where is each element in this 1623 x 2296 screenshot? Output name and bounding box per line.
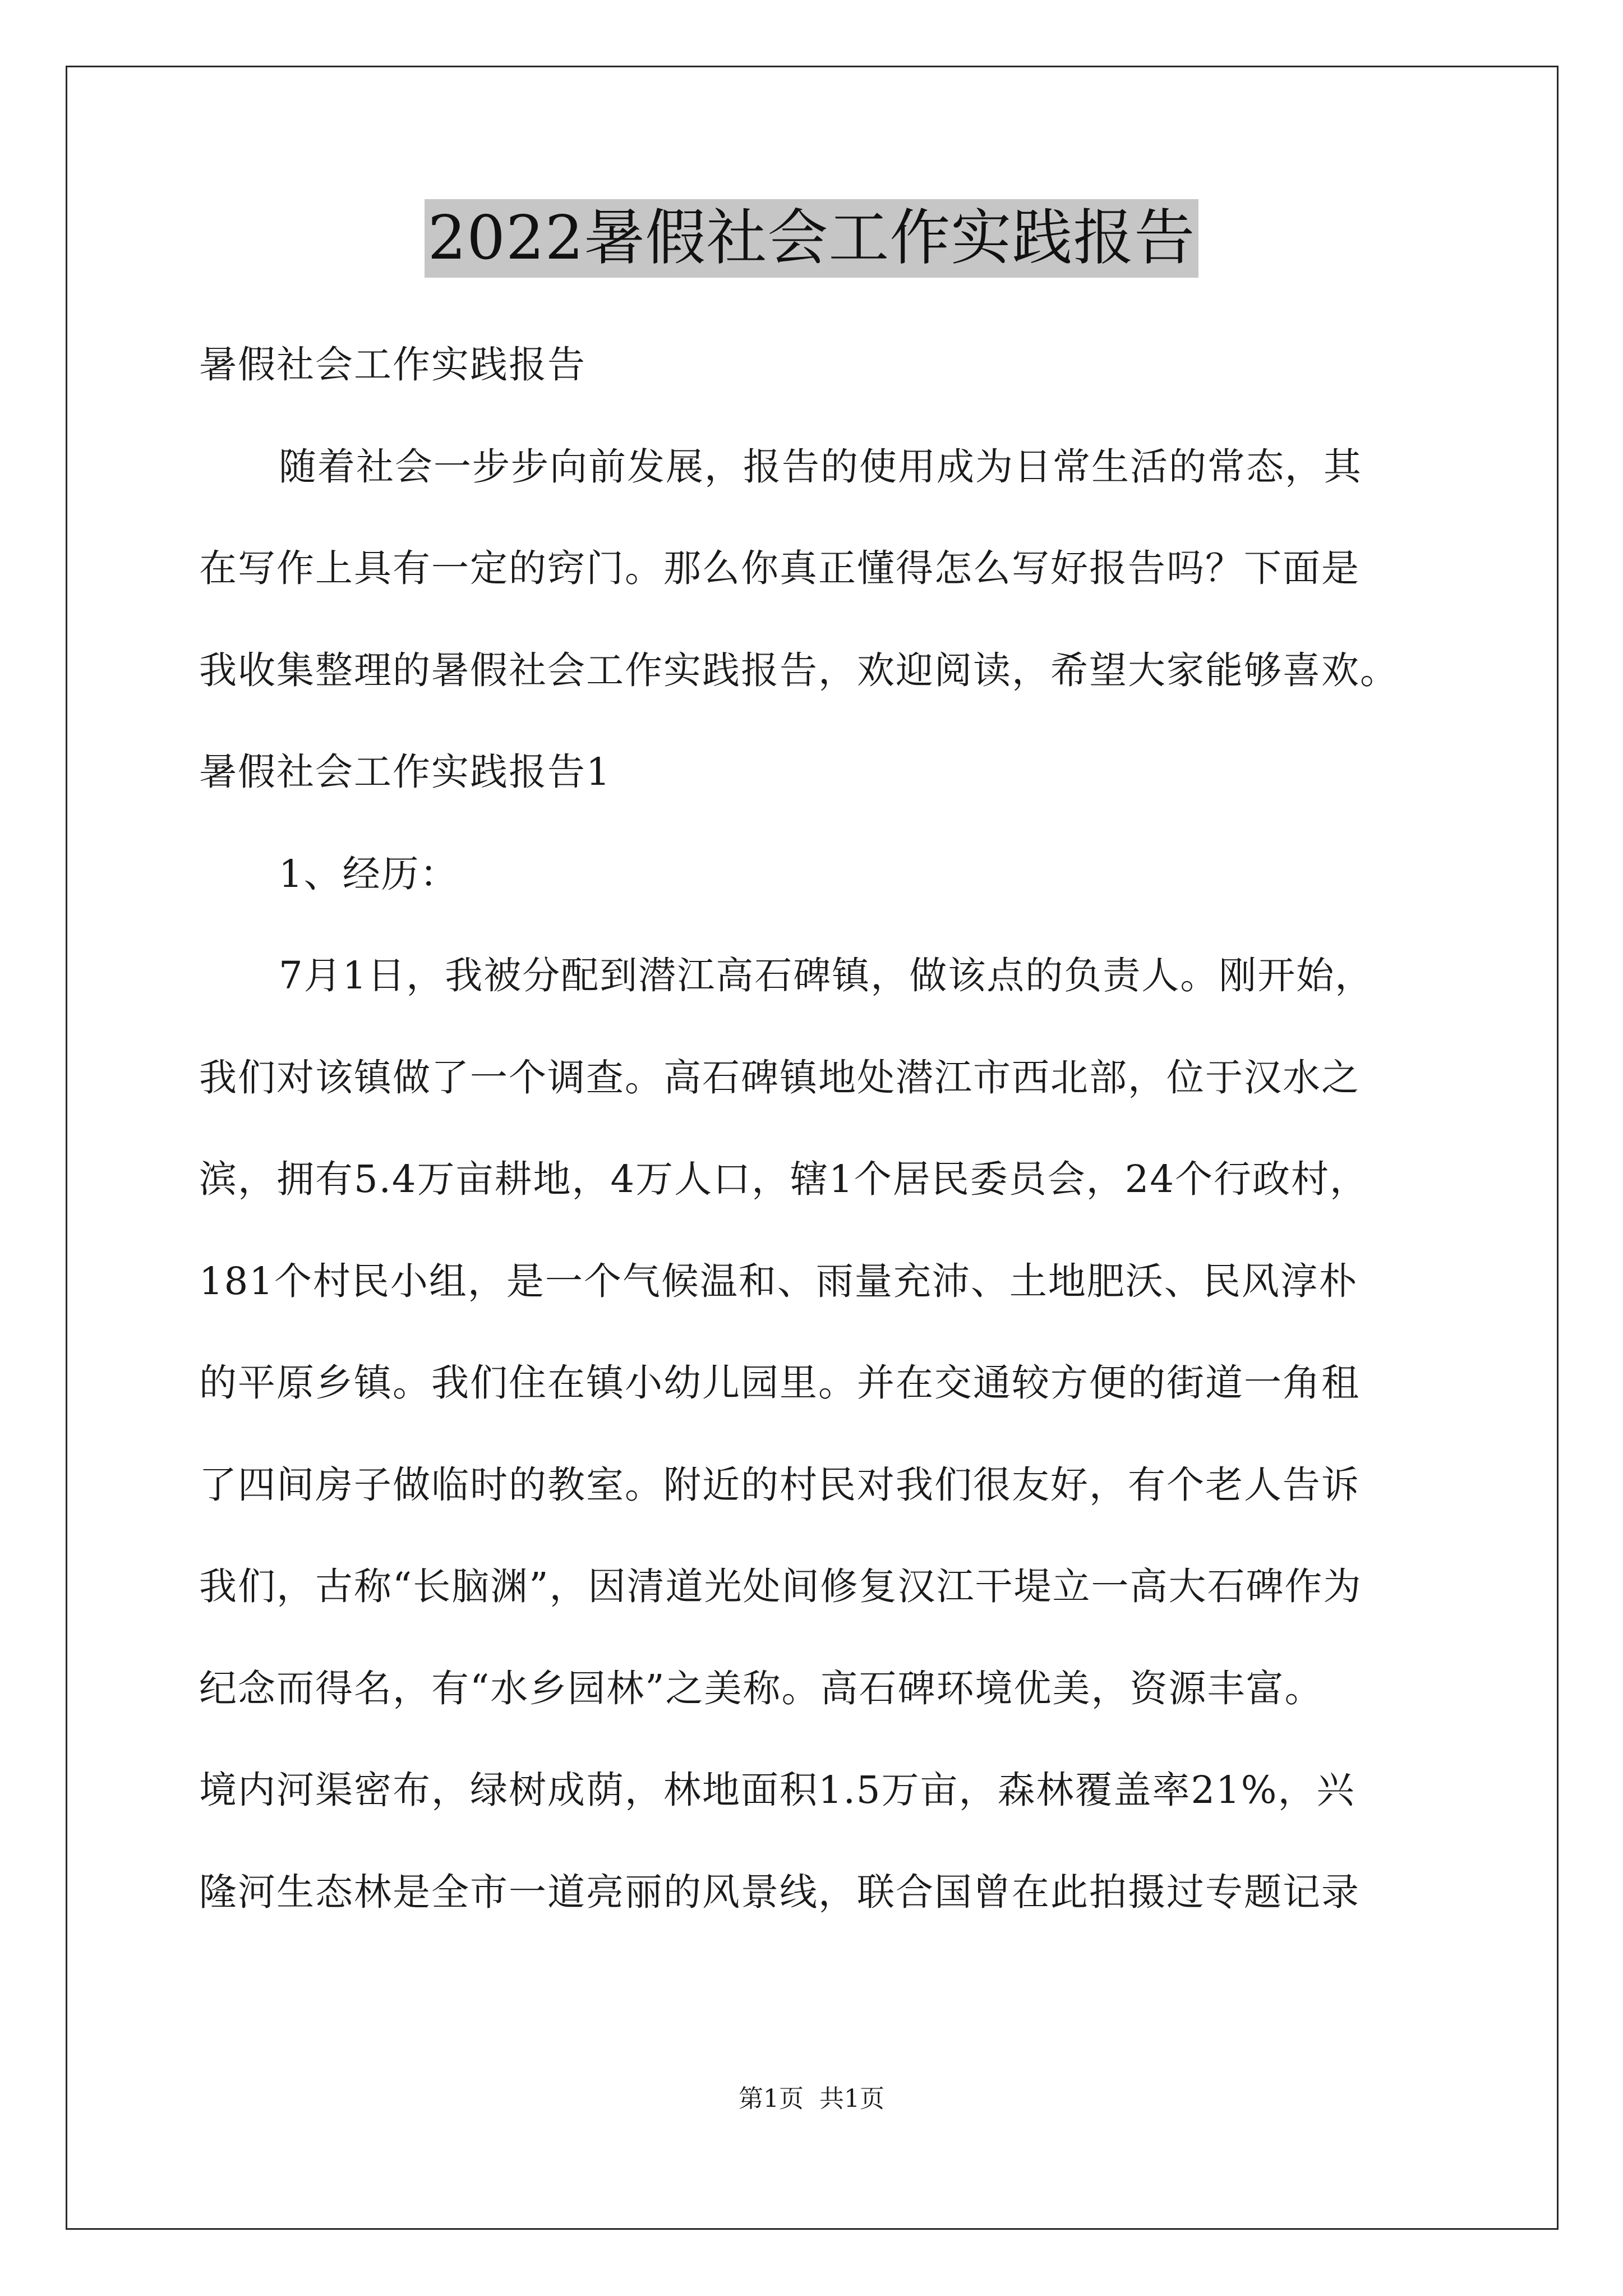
body-line: 181个村民小组，是一个气候温和、雨量充沛、土地肥沃、民风淳朴 — [199, 1259, 1358, 1303]
body-line: 了四间房子做临时的教室。附近的村民对我们很友好，有个老人告诉 — [199, 1462, 1360, 1507]
page-number: 第1页 — [739, 2085, 804, 2113]
body-line: 7月1日，我被分配到潜江高石碑镇，做该点的负责人。刚开始， — [279, 954, 1374, 997]
document-body — [199, 314, 1438, 1943]
document-title: 2022暑假社会工作实践报告 — [425, 199, 1199, 278]
page-total: 共1页 — [819, 2085, 884, 2113]
body-line: 1、经历： — [279, 852, 459, 896]
body-line: 我们对该镇做了一个调查。高石碑镇地处潜江市西北部，位于汉水之 — [199, 1055, 1360, 1099]
title-container — [0, 199, 1623, 278]
section-heading: 暑假社会工作实践报告1 — [199, 750, 611, 794]
body-line: 境内河渠密布，绿树成荫，林地面积1.5万亩，森林覆盖率21%，兴 — [199, 1768, 1355, 1812]
body-line: 我收集整理的暑假社会工作实践报告，欢迎阅读，希望大家能够喜欢。 — [199, 648, 1399, 692]
body-line: 滨，拥有5.4万亩耕地，4万人口，辖1个居民委员会，24个行政村， — [199, 1157, 1369, 1201]
page-footer — [0, 2082, 1623, 2116]
body-line: 在写作上具有一定的窍门。那么你真正懂得怎么写好报告吗？下面是 — [199, 546, 1360, 590]
body-line: 暑假社会工作实践报告 — [199, 343, 586, 386]
body-line: 随着社会一步步向前发展，报告的使用成为日常生活的常态，其 — [279, 444, 1362, 489]
body-line: 隆河生态林是全市一道亮丽的风景线，联合国曾在此拍摄过专题记录 — [199, 1870, 1360, 1914]
body-line: 我们，古称“长脑渊”，因清道光处间修复汉江干堤立一高大石碑作为 — [199, 1565, 1362, 1608]
body-line: 纪念而得名，有“水乡园林”之美称。高石碑环境优美，资源丰富。 — [199, 1666, 1324, 1710]
body-line: 的平原乡镇。我们住在镇小幼儿园里。并在交通较方便的街道一角租 — [199, 1361, 1360, 1405]
